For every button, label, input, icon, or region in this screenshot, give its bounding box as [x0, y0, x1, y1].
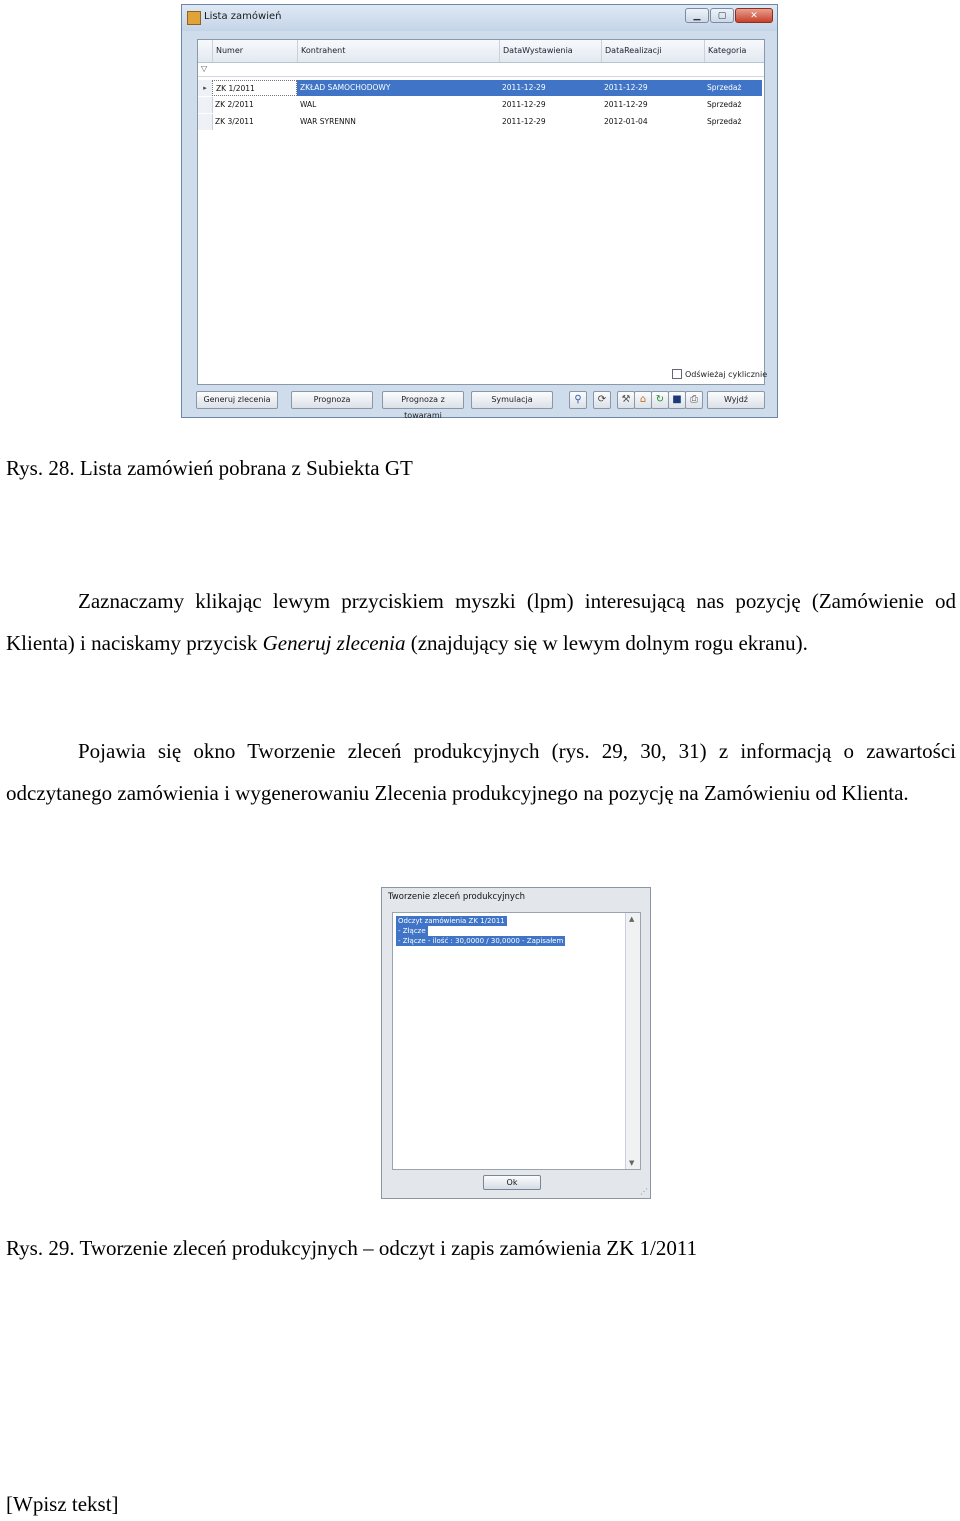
app-icon: [187, 11, 201, 25]
toolbar: [196, 391, 766, 420]
row-pointer-icon: ▸: [198, 80, 213, 96]
reload-icon[interactable]: ↻: [651, 391, 669, 409]
table-cell[interactable]: WAL: [300, 100, 317, 109]
maximize-button[interactable]: ▢: [710, 8, 734, 23]
list-item[interactable]: Odczyt zamówienia ZK 1/2011: [398, 917, 505, 925]
footer-placeholder: [Wpisz tekst]: [6, 1492, 119, 1516]
column-header-kategoria[interactable]: Kategoria: [704, 40, 765, 62]
table-cell[interactable]: 2011-12-29: [604, 100, 648, 109]
window-title: Tworzenie zleceń produkcyjnych: [388, 892, 526, 902]
table-cell[interactable]: Sprzedaż: [707, 117, 742, 126]
paragraph-1: [6, 580, 956, 664]
close-button[interactable]: ✕: [735, 8, 773, 23]
minimize-button[interactable]: ▁: [685, 8, 709, 23]
table-cell[interactable]: ZK 1/2011: [212, 80, 297, 96]
orders-window: [181, 4, 778, 418]
paragraph-1-text-b: (znajdujący się w lewym dolnym rogu ekranu).: [405, 631, 808, 655]
home-icon[interactable]: ⌂: [634, 391, 652, 409]
column-header-data-wystawienia[interactable]: DataWystawienia: [499, 40, 601, 62]
scroll-up-icon[interactable]: ▲: [629, 915, 635, 923]
paragraph-2: [6, 730, 956, 814]
table-cell[interactable]: ZKŁAD SAMOCHODOWY: [297, 80, 499, 96]
resize-grip-icon[interactable]: ⋰: [640, 1187, 648, 1196]
vertical-scrollbar[interactable]: [625, 913, 640, 1169]
funnel-icon[interactable]: ▽: [201, 64, 208, 73]
auto-refresh-checkbox[interactable]: [672, 369, 767, 379]
paragraph-1-italic: Generuj zlecenia: [262, 631, 406, 655]
figure-caption-28: Rys. 28. Lista zamówień pobrana z Subiekta GT: [6, 456, 413, 480]
table-cell[interactable]: 2011-12-29: [502, 117, 546, 126]
ok-button[interactable]: Ok: [483, 1175, 541, 1190]
table-row[interactable]: [198, 97, 765, 113]
log-listbox[interactable]: [392, 912, 641, 1170]
prognoza-z-towarami-button[interactable]: Prognoza z towarami: [382, 391, 464, 409]
column-header-kontrahent[interactable]: Kontrahent: [297, 40, 499, 62]
list-item[interactable]: - Złącze - ilość : 30,0000 / 30,0000 - Zapisałem: [398, 937, 564, 945]
table-cell[interactable]: 2011-12-29: [601, 80, 704, 96]
window-titlebar: [182, 5, 777, 31]
symulacja-button[interactable]: Symulacja: [471, 391, 553, 409]
checkbox-label: Odświeżaj cyklicznie: [685, 369, 768, 379]
table-row[interactable]: [198, 114, 765, 130]
filter-row[interactable]: [198, 62, 764, 77]
checkbox-box[interactable]: [672, 369, 682, 379]
wyjdz-button[interactable]: Wyjdź: [707, 391, 765, 409]
table-cell[interactable]: 2011-12-29: [499, 80, 601, 96]
print-icon[interactable]: ⎙: [685, 391, 703, 409]
column-header-numer[interactable]: Numer: [212, 40, 297, 62]
table-cell[interactable]: 2011-12-29: [502, 100, 546, 109]
table-cell[interactable]: 2012-01-04: [604, 117, 648, 126]
figure-caption-29: Rys. 29. Tworzenie zleceń produkcyjnych – odczyt i zapis zamówienia ZK 1/2011: [6, 1236, 698, 1260]
table-cell[interactable]: ZK 2/2011: [215, 100, 254, 109]
window-title: Lista zamówień: [204, 11, 282, 22]
table-row[interactable]: [198, 80, 765, 96]
table-cell[interactable]: Sprzedaż: [707, 100, 742, 109]
production-orders-window: [381, 887, 651, 1199]
generuj-zlecenia-button[interactable]: Generuj zlecenia: [196, 391, 278, 409]
prognoza-button[interactable]: Prognoza: [291, 391, 373, 409]
list-item[interactable]: - Złącze: [398, 927, 426, 935]
table-cell[interactable]: Sprzedaż: [704, 80, 762, 96]
grid-header: [198, 40, 764, 63]
scroll-down-icon[interactable]: ▼: [629, 1159, 635, 1167]
search-icon[interactable]: ⚲: [569, 391, 587, 409]
table-cell[interactable]: ZK 3/2011: [215, 117, 254, 126]
paragraph-2-text: Pojawia się okno Tworzenie zleceń produkcyjnych (rys. 29, 30, 31) z informacją o zawartości odczytanego zamówienia i wygenerowaniu Zlecenia produkcyjnego na pozycję na Zamówieniu od Klienta.: [6, 739, 956, 805]
tools-icon[interactable]: ⚒: [617, 391, 635, 409]
orders-grid: [197, 39, 768, 385]
column-header-data-realizacji[interactable]: DataRealizacji: [601, 40, 704, 62]
refresh-icon[interactable]: ⟳: [593, 391, 611, 409]
table-cell[interactable]: WAR SYRENNN: [300, 117, 356, 126]
save-icon[interactable]: ■: [668, 391, 686, 409]
paragraph-1-text-a: Zaznaczamy klikając lewym przyciskiem myszki (lpm) interesującą nas pozycję (Zamówienie od Klienta) i naciskamy przycisk: [6, 589, 956, 655]
